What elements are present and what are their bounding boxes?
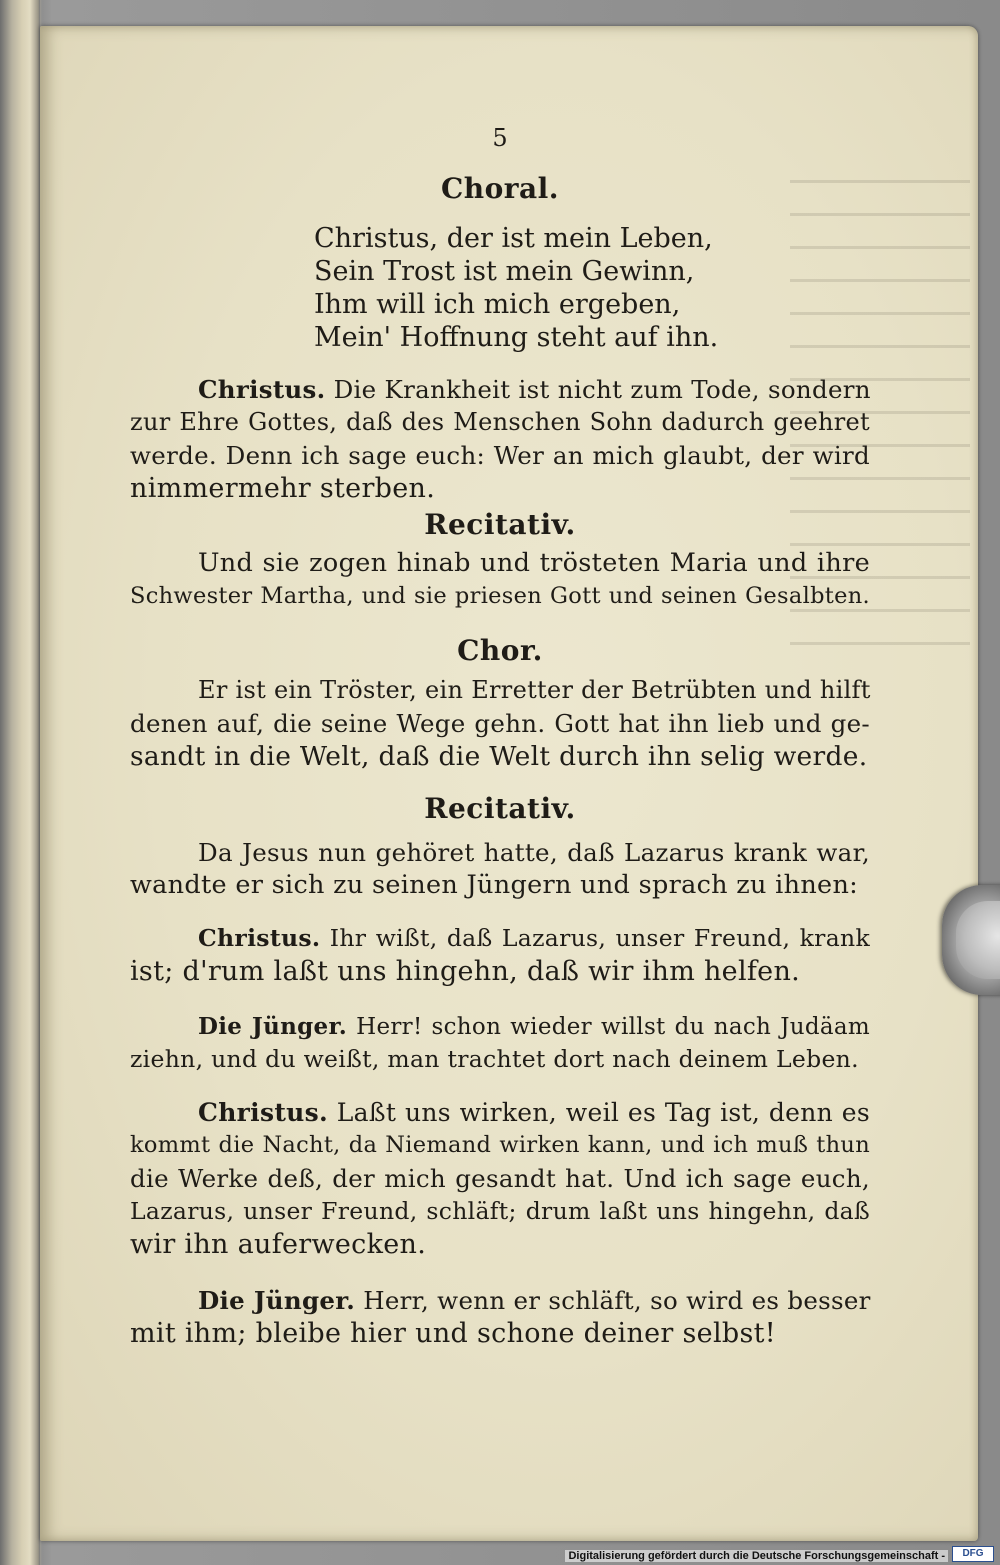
speaker-label: Die Jünger.	[198, 1286, 356, 1315]
paragraph-line: Schwester Martha, und sie priesen Gott und seinen Gesalbten.	[130, 583, 870, 609]
verse-line: Ihm will ich mich ergeben,	[314, 289, 681, 320]
speaker-label: Christus.	[198, 924, 321, 952]
paragraph-line: ist; d'rum laßt uns hingehn, daß wir ihm helfen.	[130, 956, 801, 987]
paragraph-line: Lazarus, unser Freund, schläft; drum laßt uns hingehn, daß	[130, 1197, 870, 1225]
heading-chor: Chor.	[457, 634, 543, 667]
paragraph-line: nimmermehr sterben.	[130, 473, 436, 504]
paragraph-line: kommt die Nacht, da Niemand wirken kann, und ich muß thun	[130, 1132, 870, 1158]
page-number: 5	[492, 124, 508, 152]
line-text: Laßt uns wirken, weil es Tag ist, denn es	[336, 1098, 871, 1127]
clip-highlight	[956, 901, 1000, 979]
paragraph-line: Und sie zogen hinab und trösteten Maria und ihre	[198, 548, 870, 578]
paragraph-line	[130, 1284, 870, 1317]
verse-line: Christus, der ist mein Leben,	[314, 223, 713, 254]
heading-choral: Choral.	[440, 172, 560, 205]
paragraph-line	[130, 922, 870, 955]
heading-recitativ: Recitativ.	[424, 792, 576, 825]
verse-line: Sein Trost ist mein Gewinn,	[314, 256, 695, 287]
paragraph-line	[130, 373, 870, 406]
verse-line: Mein' Hoffnung steht auf ihn.	[314, 322, 719, 353]
heading-recitativ: Recitativ.	[424, 508, 576, 541]
line-text: Herr, wenn er schläft, so wird es besser	[363, 1286, 871, 1315]
paragraph-line: ziehn, und du weißt, man trachtet dort nach deinem Leben.	[130, 1045, 859, 1073]
dfg-logo: DFG	[952, 1546, 994, 1562]
paragraph-line: sandt in die Welt, daß die Welt durch ihn selig werde.	[130, 741, 868, 772]
speaker-label: Christus.	[198, 1098, 329, 1127]
paragraph-line: Da Jesus nun gehöret hatte, daß Lazarus krank war,	[198, 838, 870, 867]
line-text: Herr! schon wieder willst du nach Judäam	[356, 1014, 870, 1040]
speaker-label: Christus.	[198, 375, 326, 404]
left-page-edge	[0, 0, 40, 1565]
paragraph-line: zur Ehre Gottes, daß des Menschen Sohn dadurch geehret	[130, 408, 870, 436]
line-text: Ihr wißt, daß Lazarus, unser Freund, krank	[329, 924, 870, 952]
metal-clip-icon	[942, 885, 1000, 995]
paragraph-line: denen auf, die seine Wege gehn. Gott hat ihn lieb und ge-	[130, 709, 870, 738]
paragraph-line: wir ihn auferwecken.	[130, 1229, 427, 1260]
paragraph-line	[130, 1096, 870, 1129]
line-text: Die Krankheit ist nicht zum Tode, sondern	[333, 375, 871, 404]
paragraph-line: mit ihm; bleibe hier und schone deiner selbst!	[130, 1318, 776, 1349]
paragraph-line: Er ist ein Tröster, ein Erretter der Betrübten und hilft	[198, 676, 871, 704]
paragraph-line: wandte er sich zu seinen Jüngern und sprach zu ihnen:	[130, 870, 859, 900]
speaker-label: Die Jünger.	[198, 1013, 348, 1040]
digitization-credit: Digitalisierung gefördert durch die Deutsche Forschungsgemeinschaft -	[565, 1550, 948, 1562]
paragraph-line: die Werke deß, der mich gesandt hat. Und ich sage euch,	[130, 1164, 870, 1193]
paragraph-line	[130, 1010, 870, 1044]
paragraph-line: werde. Denn ich sage euch: Wer an mich glaubt, der wird	[130, 441, 870, 470]
